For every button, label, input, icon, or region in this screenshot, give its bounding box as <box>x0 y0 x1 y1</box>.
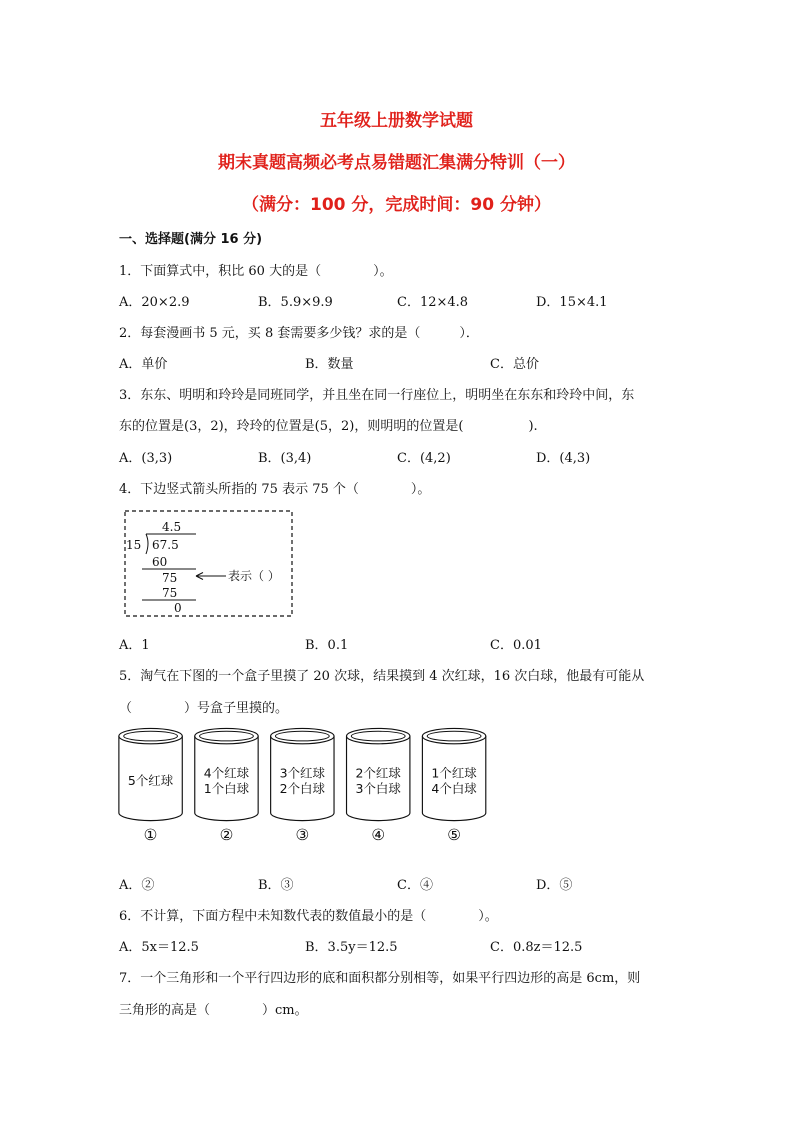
box-label-line2: 2个白球 <box>279 780 326 796</box>
box-label-line1: 4个红球 <box>203 765 250 781</box>
box-number: ④ <box>371 825 386 844</box>
q2-option-c: C．总价 <box>490 357 539 372</box>
division-row-3: 75 <box>162 586 178 600</box>
box-label-line2: 1个白球 <box>203 780 250 796</box>
division-row-2: 75 <box>162 571 178 585</box>
question-5-stem-line2: （ ）号盒子里摸的。 <box>119 701 289 716</box>
q6-option-b: B．3.5y＝12.5 <box>305 940 398 955</box>
q4-option-c: C．0.01 <box>490 638 542 653</box>
division-divisor: 15 <box>126 538 142 552</box>
question-7-stem-line1: 7．一个三角形和一个平行四边形的底和面积都分别相等，如果平行四边形的高是 6cm，则 <box>119 971 641 986</box>
division-bracket <box>146 534 148 554</box>
question-4-stem: 4．下边竖式箭头所指的 75 表示 75 个（ ）。 <box>119 482 431 497</box>
q6-option-c: C．0.8z＝12.5 <box>490 940 583 955</box>
cylinder-top <box>347 728 410 743</box>
box-number: ③ <box>295 825 310 844</box>
cylinder-top <box>119 728 182 743</box>
division-dividend: 67.5 <box>152 538 179 552</box>
division-quotient: 4.5 <box>162 520 182 534</box>
question-1-stem: 1．下面算式中，积比 60 大的是（ ）。 <box>119 264 393 279</box>
box-number: ① <box>143 825 158 844</box>
q5-option-a: A．② <box>119 878 155 893</box>
box-number: ⑤ <box>447 825 461 844</box>
cylinder-top <box>422 728 485 743</box>
ball-boxes-figure <box>116 722 505 852</box>
q4-option-b: B．0.1 <box>305 638 349 653</box>
ball-box-4 <box>347 728 410 843</box>
section-heading: 一、选择题(满分 16 分) <box>119 232 263 247</box>
box-number: ② <box>219 825 234 844</box>
question-5-stem-line1: 5．淘气在下图的一个盒子里摸了 20 次球，结果摸到 4 次红球，16 次白球，他最有可能从 <box>119 669 645 684</box>
q3-option-d: D．(4,3) <box>536 451 591 466</box>
ball-box-1 <box>119 728 182 843</box>
q3-option-b: B．(3,4) <box>258 451 312 466</box>
division-row-1: 60 <box>152 555 168 569</box>
cylinder-top <box>271 728 334 743</box>
q1-option-d: D．15×4.1 <box>536 295 608 310</box>
question-2-stem: 2．每套漫画书 5 元，买 8 套需要多少钱？求的是（ ）． <box>119 326 479 341</box>
q4-option-a: A．1 <box>119 638 150 653</box>
q6-option-a: A．5x＝12.5 <box>119 940 199 955</box>
ball-box-3 <box>271 728 334 843</box>
box-label-line1: 2个红球 <box>355 765 401 781</box>
box-label-line1: 5个红球 <box>127 773 174 789</box>
division-remainder: 0 <box>174 601 182 615</box>
question-3-stem-line1: 3．东东、明明和玲玲是同班同学，并且坐在同一行座位上，明明坐在东东和玲玲中间，东 <box>119 388 635 403</box>
q5-option-b: B．③ <box>258 878 294 893</box>
q5-option-d: D．⑤ <box>536 878 573 893</box>
arrow-label: 表示（ ） <box>228 569 280 583</box>
q1-option-b: B．5.9×9.9 <box>258 295 333 310</box>
q3-option-a: A．(3,3) <box>119 451 173 466</box>
q5-option-c: C．④ <box>397 878 433 893</box>
q1-option-c: C．12×4.8 <box>397 295 469 310</box>
q1-option-a: A．20×2.9 <box>119 295 190 310</box>
box-label-line1: 1个红球 <box>431 765 477 781</box>
q2-option-b: B．数量 <box>305 357 354 372</box>
question-6-stem: 6．不计算，下面方程中未知数代表的数值最小的是（ ）。 <box>119 909 498 924</box>
ball-box-2 <box>195 728 258 843</box>
page-subtitle: 期末真题高频必考点易错题汇集满分特训（一） <box>218 153 575 173</box>
question-3-stem-line2: 东的位置是(3，2)，玲玲的位置是(5，2)，则明明的位置是( ). <box>119 419 538 434</box>
q3-option-c: C．(4,2) <box>397 451 451 466</box>
box-label-line2: 4个白球 <box>431 780 477 796</box>
question-7-stem-line2: 三角形的高是（ ）cm。 <box>119 1003 308 1018</box>
long-division-figure <box>124 510 294 618</box>
score-time-info: （满分：100 分，完成时间：90 分钟） <box>242 195 551 215</box>
page-title: 五年级上册数学试题 <box>320 111 473 131</box>
box-label-line2: 3个白球 <box>355 780 401 796</box>
cylinder-top <box>195 728 258 743</box>
ball-box-5 <box>422 728 485 843</box>
q2-option-a: A．单价 <box>119 357 168 372</box>
box-label-line1: 3个红球 <box>279 765 326 781</box>
